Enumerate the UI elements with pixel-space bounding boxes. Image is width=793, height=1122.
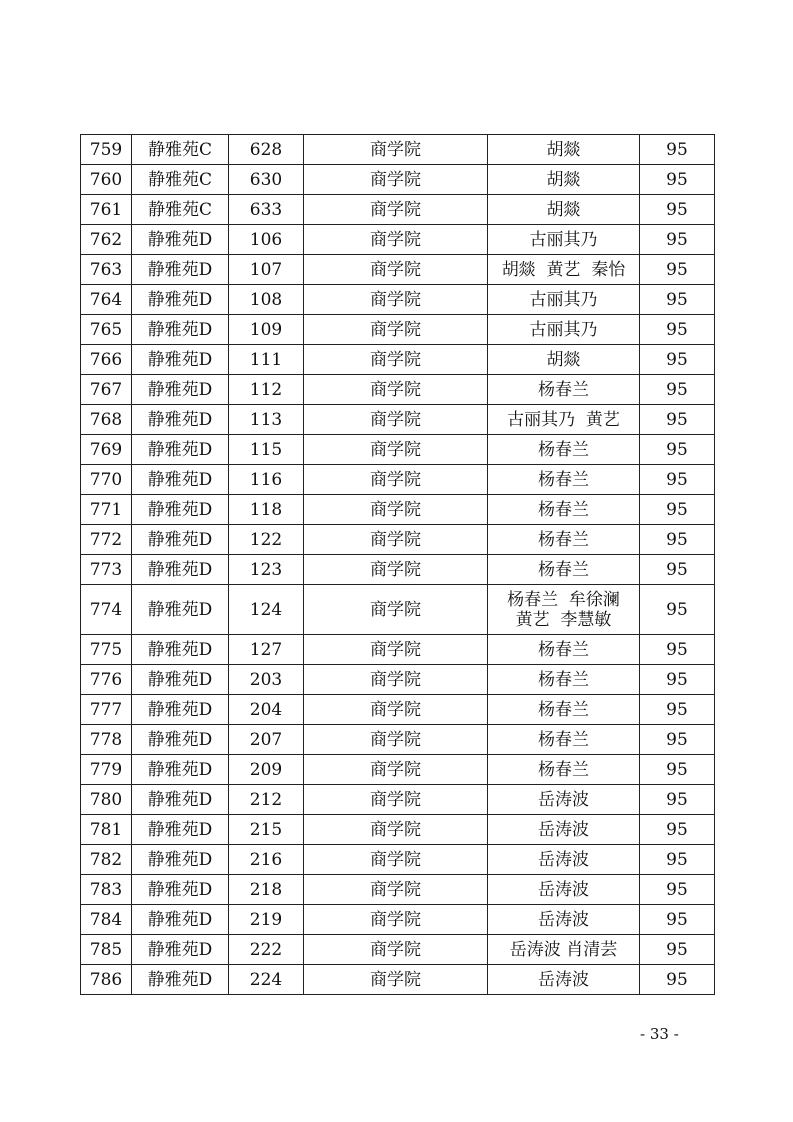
cell-serial-number: 763: [81, 255, 132, 285]
cell-teachers: [488, 345, 640, 375]
teacher-names: 岳涛波: [538, 909, 589, 930]
table-row: [81, 165, 715, 195]
cell-teachers: [488, 965, 640, 995]
teacher-names: 杨春兰: [538, 529, 589, 550]
teacher-names: 杨春兰: [538, 379, 589, 400]
cell-teachers: [488, 225, 640, 255]
teacher-names: 古丽其乃: [529, 319, 598, 340]
teacher-names: 胡燚: [546, 139, 581, 160]
table-row: [81, 695, 715, 725]
cell-teachers: [488, 905, 640, 935]
teacher-names: 古丽其乃: [529, 289, 598, 310]
cell-college: 商学院: [304, 315, 488, 345]
cell-serial-number: 770: [81, 465, 132, 495]
cell-teachers: [488, 495, 640, 525]
cell-serial-number: 784: [81, 905, 132, 935]
cell-room-number: 115: [229, 435, 304, 465]
cell-serial-number: 772: [81, 525, 132, 555]
cell-college: 商学院: [304, 755, 488, 785]
cell-building: 静雅苑D: [132, 315, 229, 345]
cell-serial-number: 783: [81, 875, 132, 905]
cell-room-number: 219: [229, 905, 304, 935]
cell-teachers: [488, 435, 640, 465]
table-row: [81, 345, 715, 375]
cell-teachers: [488, 725, 640, 755]
cell-building: 静雅苑D: [132, 815, 229, 845]
cell-serial-number: 764: [81, 285, 132, 315]
cell-building: 静雅苑D: [132, 555, 229, 585]
page-number: - 33 -: [640, 1025, 679, 1043]
teacher-names: 岳涛波: [538, 789, 589, 810]
cell-room-number: 209: [229, 755, 304, 785]
cell-serial-number: 768: [81, 405, 132, 435]
cell-score: 95: [640, 555, 715, 585]
cell-building: 静雅苑D: [132, 965, 229, 995]
cell-teachers: [488, 405, 640, 435]
cell-score: 95: [640, 785, 715, 815]
cell-teachers: [488, 165, 640, 195]
cell-score: 95: [640, 225, 715, 255]
cell-building: 静雅苑D: [132, 225, 229, 255]
cell-college: 商学院: [304, 725, 488, 755]
cell-building: 静雅苑D: [132, 405, 229, 435]
cell-teachers: [488, 585, 640, 635]
table-row: [81, 135, 715, 165]
cell-college: 商学院: [304, 435, 488, 465]
cell-college: 商学院: [304, 635, 488, 665]
teacher-names: 杨春兰: [538, 729, 589, 750]
teacher-names: 岳涛波 肖清芸: [509, 939, 618, 960]
table-row: [81, 815, 715, 845]
cell-serial-number: 765: [81, 315, 132, 345]
cell-serial-number: 774: [81, 585, 132, 635]
cell-room-number: 124: [229, 585, 304, 635]
cell-room-number: 106: [229, 225, 304, 255]
cell-room-number: 204: [229, 695, 304, 725]
cell-building: 静雅苑D: [132, 525, 229, 555]
table-row: [81, 875, 715, 905]
cell-room-number: 224: [229, 965, 304, 995]
cell-college: 商学院: [304, 965, 488, 995]
cell-college: 商学院: [304, 695, 488, 725]
cell-teachers: [488, 815, 640, 845]
teacher-names: 岳涛波: [538, 879, 589, 900]
table-row: [81, 845, 715, 875]
cell-score: 95: [640, 165, 715, 195]
cell-room-number: 222: [229, 935, 304, 965]
cell-score: 95: [640, 845, 715, 875]
cell-serial-number: 766: [81, 345, 132, 375]
teacher-names: 胡燚 黄艺 秦怡: [501, 259, 626, 280]
teacher-names: 胡燚: [546, 169, 581, 190]
table-row: [81, 495, 715, 525]
cell-college: 商学院: [304, 935, 488, 965]
cell-room-number: 118: [229, 495, 304, 525]
cell-building: 静雅苑D: [132, 375, 229, 405]
table-row: [81, 755, 715, 785]
cell-college: 商学院: [304, 525, 488, 555]
teacher-names: 岳涛波: [538, 819, 589, 840]
cell-serial-number: 760: [81, 165, 132, 195]
cell-score: 95: [640, 525, 715, 555]
cell-building: 静雅苑D: [132, 635, 229, 665]
cell-room-number: 113: [229, 405, 304, 435]
table-row: [81, 785, 715, 815]
cell-college: 商学院: [304, 585, 488, 635]
cell-room-number: 212: [229, 785, 304, 815]
cell-teachers: [488, 875, 640, 905]
cell-college: 商学院: [304, 875, 488, 905]
cell-score: 95: [640, 905, 715, 935]
cell-room-number: 107: [229, 255, 304, 285]
cell-room-number: 630: [229, 165, 304, 195]
cell-college: 商学院: [304, 345, 488, 375]
cell-room-number: 207: [229, 725, 304, 755]
cell-serial-number: 773: [81, 555, 132, 585]
cell-building: 静雅苑D: [132, 285, 229, 315]
cell-building: 静雅苑D: [132, 845, 229, 875]
cell-serial-number: 771: [81, 495, 132, 525]
cell-teachers: [488, 785, 640, 815]
cell-score: 95: [640, 695, 715, 725]
cell-college: 商学院: [304, 255, 488, 285]
table-row: [81, 195, 715, 225]
cell-building: 静雅苑D: [132, 435, 229, 465]
teacher-names: 杨春兰: [538, 439, 589, 460]
cell-college: 商学院: [304, 405, 488, 435]
cell-college: 商学院: [304, 665, 488, 695]
cell-college: 商学院: [304, 785, 488, 815]
cell-building: 静雅苑D: [132, 255, 229, 285]
teacher-names: 杨春兰: [538, 669, 589, 690]
table-row: [81, 375, 715, 405]
cell-room-number: 633: [229, 195, 304, 225]
cell-score: 95: [640, 585, 715, 635]
teacher-names: 胡燚: [546, 199, 581, 220]
cell-building: 静雅苑D: [132, 345, 229, 375]
cell-score: 95: [640, 315, 715, 345]
cell-score: 95: [640, 755, 715, 785]
cell-serial-number: 777: [81, 695, 132, 725]
cell-serial-number: 767: [81, 375, 132, 405]
teacher-names: 杨春兰: [538, 759, 589, 780]
cell-college: 商学院: [304, 555, 488, 585]
cell-room-number: 216: [229, 845, 304, 875]
teacher-names: 岳涛波: [538, 849, 589, 870]
cell-score: 95: [640, 435, 715, 465]
cell-teachers: [488, 755, 640, 785]
cell-teachers: [488, 635, 640, 665]
teacher-names: 岳涛波: [538, 969, 589, 990]
cell-score: 95: [640, 135, 715, 165]
cell-building: 静雅苑D: [132, 695, 229, 725]
cell-building: 静雅苑C: [132, 165, 229, 195]
teacher-names: 杨春兰: [538, 469, 589, 490]
cell-teachers: [488, 195, 640, 225]
cell-score: 95: [640, 495, 715, 525]
dormitory-table: [80, 134, 715, 995]
cell-teachers: [488, 465, 640, 495]
cell-college: 商学院: [304, 815, 488, 845]
table-row: [81, 225, 715, 255]
teacher-names: 胡燚: [546, 349, 581, 370]
cell-score: 95: [640, 465, 715, 495]
cell-room-number: 203: [229, 665, 304, 695]
cell-room-number: 122: [229, 525, 304, 555]
cell-score: 95: [640, 255, 715, 285]
cell-room-number: 123: [229, 555, 304, 585]
cell-building: 静雅苑D: [132, 495, 229, 525]
table-row: [81, 585, 715, 635]
cell-building: 静雅苑C: [132, 135, 229, 165]
table-row: [81, 935, 715, 965]
cell-room-number: 215: [229, 815, 304, 845]
cell-room-number: 109: [229, 315, 304, 345]
cell-college: 商学院: [304, 285, 488, 315]
cell-score: 95: [640, 375, 715, 405]
table-row: [81, 725, 715, 755]
cell-serial-number: 761: [81, 195, 132, 225]
table-row: [81, 465, 715, 495]
table-row: [81, 285, 715, 315]
cell-serial-number: 762: [81, 225, 132, 255]
cell-teachers: [488, 555, 640, 585]
teacher-names: 黄艺 李慧敏: [515, 609, 612, 630]
cell-score: 95: [640, 815, 715, 845]
table-row: [81, 405, 715, 435]
cell-serial-number: 780: [81, 785, 132, 815]
cell-building: 静雅苑D: [132, 585, 229, 635]
cell-serial-number: 782: [81, 845, 132, 875]
cell-building: 静雅苑D: [132, 905, 229, 935]
cell-room-number: 127: [229, 635, 304, 665]
cell-building: 静雅苑D: [132, 465, 229, 495]
cell-room-number: 628: [229, 135, 304, 165]
cell-teachers: [488, 695, 640, 725]
cell-score: 95: [640, 965, 715, 995]
cell-college: 商学院: [304, 135, 488, 165]
cell-building: 静雅苑D: [132, 935, 229, 965]
cell-college: 商学院: [304, 375, 488, 405]
table-row: [81, 435, 715, 465]
cell-teachers: [488, 845, 640, 875]
cell-teachers: [488, 375, 640, 405]
cell-room-number: 218: [229, 875, 304, 905]
cell-building: 静雅苑C: [132, 195, 229, 225]
cell-college: 商学院: [304, 845, 488, 875]
cell-serial-number: 786: [81, 965, 132, 995]
cell-score: 95: [640, 195, 715, 225]
teacher-names: 杨春兰: [538, 639, 589, 660]
cell-teachers: [488, 135, 640, 165]
teacher-names: 杨春兰: [538, 699, 589, 720]
table-row: [81, 525, 715, 555]
cell-serial-number: 785: [81, 935, 132, 965]
cell-teachers: [488, 315, 640, 345]
cell-college: 商学院: [304, 495, 488, 525]
cell-score: 95: [640, 345, 715, 375]
cell-score: 95: [640, 875, 715, 905]
teacher-names: 杨春兰: [538, 499, 589, 520]
cell-teachers: [488, 255, 640, 285]
cell-college: 商学院: [304, 465, 488, 495]
cell-serial-number: 759: [81, 135, 132, 165]
table-row: [81, 255, 715, 285]
cell-room-number: 112: [229, 375, 304, 405]
table-row: [81, 665, 715, 695]
cell-college: 商学院: [304, 905, 488, 935]
teacher-names: 古丽其乃 黄艺: [507, 409, 620, 430]
cell-building: 静雅苑D: [132, 755, 229, 785]
cell-college: 商学院: [304, 195, 488, 225]
cell-serial-number: 769: [81, 435, 132, 465]
cell-room-number: 111: [229, 345, 304, 375]
table-row: [81, 555, 715, 585]
table-row: [81, 965, 715, 995]
cell-teachers: [488, 285, 640, 315]
cell-serial-number: 781: [81, 815, 132, 845]
cell-serial-number: 779: [81, 755, 132, 785]
cell-score: 95: [640, 405, 715, 435]
cell-teachers: [488, 665, 640, 695]
table-row: [81, 905, 715, 935]
cell-serial-number: 778: [81, 725, 132, 755]
cell-college: 商学院: [304, 165, 488, 195]
cell-college: 商学院: [304, 225, 488, 255]
cell-teachers: [488, 935, 640, 965]
cell-room-number: 108: [229, 285, 304, 315]
cell-teachers: [488, 525, 640, 555]
cell-building: 静雅苑D: [132, 665, 229, 695]
cell-room-number: 116: [229, 465, 304, 495]
table-body: [81, 135, 715, 995]
cell-score: 95: [640, 285, 715, 315]
cell-building: 静雅苑D: [132, 875, 229, 905]
teacher-names: 杨春兰 牟徐澜: [507, 589, 620, 610]
teacher-names: 杨春兰: [538, 559, 589, 580]
cell-score: 95: [640, 935, 715, 965]
cell-building: 静雅苑D: [132, 785, 229, 815]
cell-score: 95: [640, 725, 715, 755]
cell-score: 95: [640, 635, 715, 665]
cell-building: 静雅苑D: [132, 725, 229, 755]
table-row: [81, 635, 715, 665]
table-row: [81, 315, 715, 345]
cell-serial-number: 776: [81, 665, 132, 695]
teacher-names: 古丽其乃: [529, 229, 598, 250]
cell-serial-number: 775: [81, 635, 132, 665]
cell-score: 95: [640, 665, 715, 695]
